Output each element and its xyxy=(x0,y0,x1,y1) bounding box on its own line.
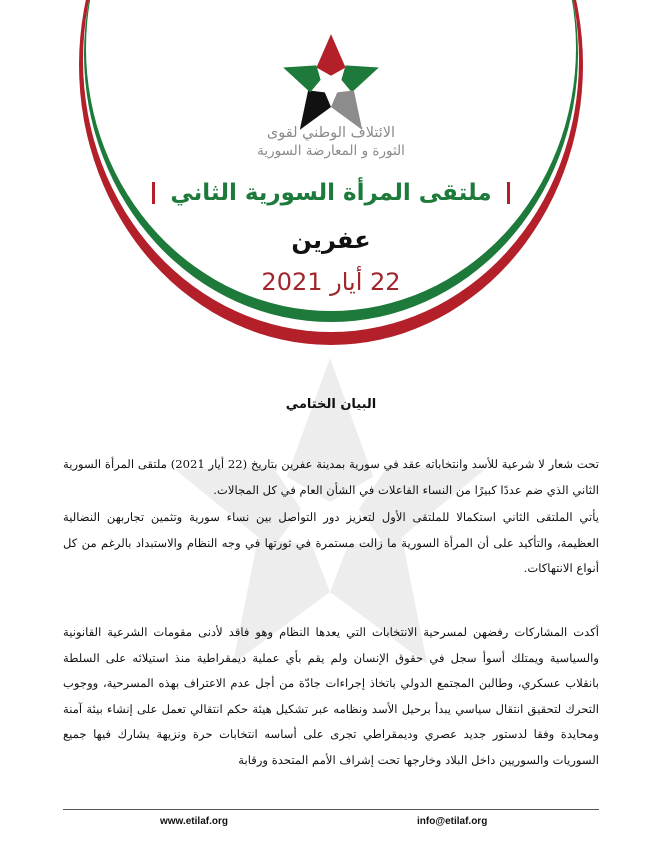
title-bar-right xyxy=(507,182,510,204)
paragraph-3-text: أكدت المشاركات رفضهن لمسرحية الانتخابات التي يعدها النظام وهو فاقد لأدنى مقومات الشرعية القانونية والسياسية ويمتلك أسوأ سجل في حقوق الإنسان ولم يقم بأي عملية ديمقراطية منذ استيلائه على السلطة بانقلاب عسكري، وطالبن المجتمع الدولي باتخاذ إجراءات جادّة من أجل عدم الاعتراف بهذه المسرحية، ووجوب التحرك لتحقيق انتقال سياسي يبدأ برحيل الأسد ونظامه عبر تشكيل هيئة حكم انتقالي تعمل على إنشاء بيئة آمنة ومحايدة وفقا لدستور جديد عصري وديمقراطي تجرى على أساسه انتخابات حرة ونزيهة يشارك فيها جميع السوريات والسوريين داخل البلاد وخارجها تحت إشراف الأمم المتحدة ورقابة xyxy=(63,625,599,767)
paragraph-2-text: يأتي الملتقى الثاني استكمالا للملتقى الأول لتعزيز دور التواصل بين نساء سورية وتثمين تجاربهن النضالية العظيمة، والتأكيد على أن المرأة السورية ما زالت مستمرة في ثورتها في وجه النظام والاستبداد بالرغم من كل أنواع الانتهاكات. xyxy=(63,510,599,575)
paragraph-2 xyxy=(63,505,599,582)
closing-statement-title: البيان الختامي xyxy=(285,397,377,412)
paragraph-3 xyxy=(63,620,599,773)
event-date: 22 أيار 2021 xyxy=(261,268,401,296)
footer-divider xyxy=(63,809,599,810)
footer-email-link[interactable]: info@etilaf.org xyxy=(417,816,488,827)
organization-name xyxy=(200,124,462,160)
organization-name-line2: الثورة و المعارضة السورية xyxy=(257,143,405,159)
forum-title-row xyxy=(60,180,602,206)
title-bar-left xyxy=(152,182,155,204)
city-name: عفرين xyxy=(291,226,371,254)
footer-website-link[interactable]: www.etilaf.org xyxy=(160,816,228,827)
paragraph-1-text: تحت شعار لا شرعية للأسد وانتخاباته عقد في سورية بمدينة عفرين بتاريخ (22 أيار 2021) ملتقى المرأة السورية الثاني الذي ضم عددًا كبيرًا من النساء الفاعلات في الشأن العام في كل المجالات. xyxy=(63,457,599,497)
paragraph-1 xyxy=(63,452,599,503)
organization-name-line1: الائتلاف الوطني لقوى xyxy=(266,125,396,141)
forum-title: ملتقى المرأة السورية الثاني xyxy=(170,180,492,206)
coalition-star-logo-icon xyxy=(279,30,383,134)
